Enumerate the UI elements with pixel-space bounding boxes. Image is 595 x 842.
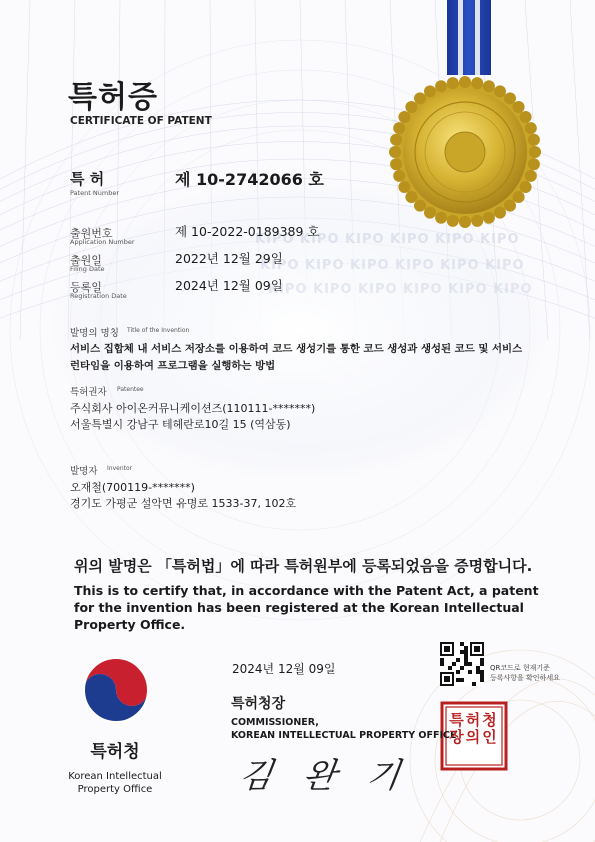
application-number-label: 출원번호 [70,227,113,240]
commissioner-title-en-line-1: COMMISSIONER, [231,717,319,728]
kipo-watermark: KIPO KIPO KIPO KIPO KIPO KIPO [255,232,520,247]
qr-code [440,642,484,686]
filing-date-label-en: Filing Date [70,265,105,273]
invention-title-line-2: 런타임을 이용하여 프로그램을 실행하는 방법 [70,360,276,372]
invention-title-label-en: Title of the Invention [127,327,190,334]
invention-title-label: 발명의 명칭 [70,328,119,339]
patent-number-label: 특 허 [70,170,105,188]
patentee-label-en: Patentee [117,386,144,393]
qr-note-line-2: 등록사항을 확인하세요 [490,674,560,682]
kipo-name-ko: 특허청 [90,742,140,762]
patent-number-value: 제 10-2742066 호 [175,170,324,189]
inventor-name: 오재철(700119-*******) [70,481,195,494]
invention-title-line-1: 서비스 집합체 내 서비스 저장소를 이용하여 코드 생성기를 통한 코드 생성과 생성된 코드 및 서비스 [70,343,523,355]
inventor-label-en: Inventor [107,465,133,472]
commissioner-title-en [231,716,456,742]
patentee-address: 서울특별시 강남구 테헤란로10길 15 (역삼동) [70,418,291,431]
registration-date-label: 등록일 [70,281,102,294]
certificate-subtitle: CERTIFICATE OF PATENT [70,115,212,127]
kipo-watermark-2: KIPO KIPO KIPO KIPO KIPO KIPO [260,258,525,273]
kipo-watermark-3: KIPO KIPO KIPO KIPO KIPO KIPO [268,282,533,297]
filing-date-label: 출원일 [70,254,102,267]
commissioner-title-ko: 특허청장 [231,696,286,712]
patent-number-label-en: Patent Number [70,189,120,197]
issue-date: 2024년 12월 09일 [232,662,336,676]
qr-note [490,663,560,683]
kipo-logo-mark [84,658,148,722]
commissioner-title-en-line-2: KOREAN INTELLECTUAL PROPERTY OFFICE [231,730,457,741]
application-number-value: 제 10-2022-0189389 호 [175,224,320,239]
inventor-address: 경기도 가평군 설악면 유명로 1533-37, 102호 [70,497,297,510]
registration-date-label-en: Registration Date [70,292,127,300]
filing-date-value: 2022년 12월 29일 [175,251,283,266]
qr-note-line-1: QR코드로 현재기준 [490,664,550,672]
ribbon [447,0,491,75]
certification-statement-ko: 위의 발명은 「특허법」에 따라 특허원부에 등록되었음을 증명합니다. [74,557,533,575]
registration-date-value: 2024년 12월 09일 [175,278,283,293]
certification-statement-en: This is to certify that, in accordance with the Patent Act, a patent for the invention has been registered at the Korean Intellectual Property Office. [74,583,539,632]
patentee-name: 주식회사 아이온커뮤니케이션즈(110111-*******) [70,402,316,415]
official-seal-text: 특허청장의인 [449,711,499,746]
certificate-title: 특허증 [68,80,158,115]
patentee-label: 특허권자 [70,387,107,398]
application-number-label-en: Application Number [70,238,135,246]
inventor-label: 발명자 [70,466,98,477]
commissioner-signature: 김 완 기 [236,756,413,796]
kipo-name-en: Korean Intellectual Property Office [68,771,162,795]
